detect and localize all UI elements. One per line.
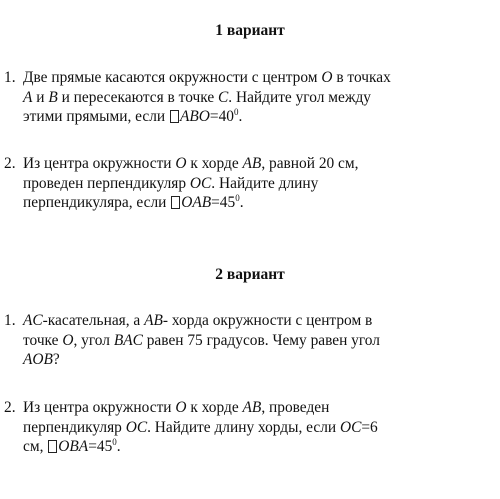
var-AB: AB xyxy=(242,155,262,172)
task-text: . Найдите длину xyxy=(211,174,319,192)
task-text: перпендикуляра, если xyxy=(23,194,171,211)
task-text: равен 75 градусов. Чему равен угол xyxy=(142,331,380,349)
task-text: , угол xyxy=(73,331,114,349)
task-text: к хорде xyxy=(186,155,243,172)
var-OC: OC xyxy=(189,174,212,192)
var-O: O xyxy=(321,69,333,86)
var-OC: OC xyxy=(339,418,362,436)
task-line xyxy=(4,68,478,88)
task-line xyxy=(4,398,478,418)
var-AB: AB xyxy=(242,399,262,416)
task-text: . Найдите длину хорды, если xyxy=(147,418,340,436)
var-AOB: AOB xyxy=(23,351,53,368)
task-line xyxy=(4,193,478,213)
task-number: 1. xyxy=(4,312,16,329)
task-line xyxy=(4,418,478,438)
task-number: 1. xyxy=(4,69,16,86)
task-text: . xyxy=(116,438,121,455)
degree-mark: 0 xyxy=(112,437,117,447)
task-line xyxy=(4,88,478,108)
task-text: перпендикуляр xyxy=(23,418,126,436)
var-A: A xyxy=(23,88,33,106)
var-OC: OC xyxy=(125,418,148,436)
variant1-task1 xyxy=(4,68,478,127)
task-text: Из центра окружности xyxy=(23,399,176,416)
task-line xyxy=(4,437,478,457)
task-text: ? xyxy=(52,351,60,368)
var-AC: AC xyxy=(23,312,43,329)
task-text: , равной 20 см, xyxy=(261,155,359,172)
task-text: =6 xyxy=(361,418,378,436)
variant1-task2 xyxy=(4,154,478,213)
task-text: в точках xyxy=(332,69,391,86)
degree-mark: 0 xyxy=(235,193,240,203)
task-text: - хорда окружности с центром в xyxy=(162,312,373,329)
angle-name: ABO xyxy=(179,108,210,125)
var-O: O xyxy=(175,155,187,172)
variant2-task2 xyxy=(4,398,478,457)
angle-name: OAB xyxy=(181,194,212,211)
angle-symbol-box xyxy=(171,196,180,209)
task-text: к хорде xyxy=(186,399,243,416)
angle-symbol-box xyxy=(170,110,179,123)
var-C: C xyxy=(218,88,229,106)
variant2-task1 xyxy=(4,311,478,370)
variant2-title: 2 вариант xyxy=(215,266,285,283)
angle-value: =45 xyxy=(211,194,236,211)
angle-name: OBA xyxy=(58,438,89,455)
angle-value: =40 xyxy=(209,108,234,125)
task-line xyxy=(4,331,478,351)
task-number: 2. xyxy=(4,399,16,416)
var-BAC: BAC xyxy=(113,331,143,349)
task-text: см, xyxy=(23,438,48,455)
angle-value: =45 xyxy=(88,438,113,455)
task-line xyxy=(4,350,478,370)
var-AB: AB xyxy=(144,312,163,329)
task-text: , проведен xyxy=(261,399,330,416)
task-text: Две прямые касаются окружности с центром xyxy=(23,69,322,86)
task-text: . Найдите угол между xyxy=(228,88,371,106)
angle-symbol-box xyxy=(48,440,57,453)
var-O: O xyxy=(175,399,187,416)
task-text: . xyxy=(238,108,243,125)
task-text: и xyxy=(32,88,49,106)
task-text: проведен перпендикуляр xyxy=(23,174,190,192)
degree-mark: 0 xyxy=(233,107,239,117)
task-number: 2. xyxy=(4,155,16,172)
variant1-title: 1 вариант xyxy=(215,22,285,39)
task-line xyxy=(4,311,478,331)
task-line xyxy=(4,154,478,174)
task-text: и пересекаются в точке xyxy=(57,88,218,106)
task-text: Из центра окружности xyxy=(23,155,176,172)
task-line xyxy=(4,107,478,127)
task-line xyxy=(4,174,478,194)
task-text: . xyxy=(239,194,244,211)
var-B: B xyxy=(48,88,58,106)
task-text: -касательная, а xyxy=(42,312,145,329)
var-O: O xyxy=(62,331,74,349)
task-text: этими прямыми, если xyxy=(23,108,169,125)
task-text: точке xyxy=(23,331,63,349)
